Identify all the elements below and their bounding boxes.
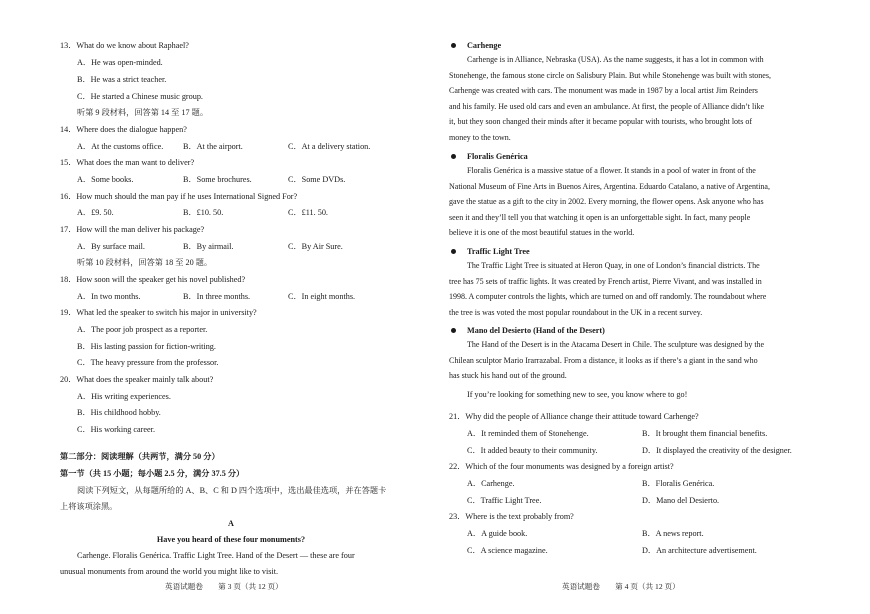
page-footer-right: 英语试题卷 第 4 页（共 12 页） bbox=[562, 582, 680, 591]
q21-option-a: A．It reminded them of Stonehenge. bbox=[467, 429, 589, 438]
q23-stem: 23．Where is the text probably from? bbox=[449, 512, 574, 521]
q21-option-d: D．It displayed the creativity of the designer. bbox=[642, 446, 792, 455]
floralis-line: Floralis Genérica is a massive statue of a flower. It stands in a pool of water in front of the bbox=[467, 166, 756, 175]
q13-option-b: B．He was a strict teacher. bbox=[77, 75, 167, 84]
floralis-line: believe it is one of the most beautiful statues in the world. bbox=[449, 228, 635, 238]
instructions-line1: 阅读下列短文，从每题所给的 A、B、C 和 D 四个选项中，选出最佳选项，并在答题卡 bbox=[77, 486, 387, 495]
listening-note-9: 听第 9 段材料，回答第 14 至 17 题。 bbox=[77, 108, 209, 117]
heading-mano-del-desierto: Mano del Desierto (Hand of the Desert) bbox=[467, 326, 605, 335]
passage-title: Have you heard of these four monuments? bbox=[156, 535, 306, 544]
q20-option-a: A．His writing experiences. bbox=[77, 392, 171, 401]
paragraph-carhenge bbox=[449, 52, 801, 146]
traffic-line: 1998. A computer controls the lights, which are turned on and off randomly. The roundabout where bbox=[449, 292, 767, 302]
q16-option-a: A．£9. 50. bbox=[77, 208, 114, 217]
q14-stem: 14．Where does the dialogue happen? bbox=[60, 125, 187, 134]
intro-line2: unusual monuments from around the world you might like to visit. bbox=[60, 567, 279, 576]
q23-option-a: A．A guide book. bbox=[467, 529, 528, 538]
paragraph-traffic-light-tree bbox=[449, 258, 801, 320]
q14-option-a: A．At the customs office. bbox=[77, 142, 164, 151]
q22-option-b: B．Floralis Genérica. bbox=[642, 479, 715, 488]
q21-stem: 21．Why did the people of Alliance change their attitude toward Carhenge? bbox=[449, 412, 699, 421]
q19-stem: 19．What led the speaker to switch his major in university? bbox=[60, 308, 257, 317]
q18-option-a: A．In two months. bbox=[77, 292, 141, 301]
q22-option-a: A．Carhenge. bbox=[467, 479, 515, 488]
traffic-line: tree has 75 sets of traffic lights. It was created by French artist, Pierre Vivant, and was installed in bbox=[449, 276, 762, 286]
q15-stem: 15．What does the man want to deliver? bbox=[60, 158, 195, 167]
q23-option-b: B．A news report. bbox=[642, 529, 704, 538]
q21-option-b: B．It brought them financial benefits. bbox=[642, 429, 768, 438]
bullet-icon bbox=[451, 249, 456, 254]
traffic-line: The Traffic Light Tree is situated at Heron Quay, in one of London’s financial districts. The bbox=[467, 261, 760, 270]
page-footer-left: 英语试题卷 第 3 页（共 12 页） bbox=[165, 582, 283, 591]
instructions-line2: 上将该项涂黑。 bbox=[60, 502, 118, 511]
paragraph-floralis bbox=[449, 163, 801, 241]
carhenge-line: money to the town. bbox=[449, 132, 511, 142]
floralis-line: seen it and they’ll tell you that watching it open is an unforgettable sight. In fact, many people bbox=[449, 212, 751, 222]
q16-stem: 16．How much should the man pay if he uses International Signed For? bbox=[60, 192, 298, 201]
floralis-line: National Museum of Fine Arts in Buenos Aires, Argentina. Eduardo Catalano, a native of Argentina, bbox=[449, 181, 770, 191]
q15-option-c: C．Some DVDs. bbox=[288, 175, 346, 184]
q22-option-d: D．Mano del Desierto. bbox=[642, 496, 720, 505]
q16-option-b: B．£10. 50. bbox=[183, 208, 224, 217]
carhenge-line: Carhenge is in Alliance, Nebraska (USA). As the name suggests, it has a lot in common with bbox=[467, 55, 764, 64]
q17-option-b: B．By airmail. bbox=[183, 242, 234, 251]
q23-option-c: C．A science magazine. bbox=[467, 546, 548, 555]
q19-option-c: C．The heavy pressure from the professor. bbox=[77, 358, 219, 367]
passage-letter: A bbox=[228, 519, 234, 528]
q20-stem: 20．What does the speaker mainly talk about? bbox=[60, 375, 214, 384]
section1-heading: 第一节（共 15 小题；每小题 2.5 分，满分 37.5 分） bbox=[60, 469, 245, 478]
mano-line: has stuck his hand out of the ground. bbox=[449, 371, 567, 381]
q20-option-c: C．His working career. bbox=[77, 425, 155, 434]
q13-option-a: A．He was open-minded. bbox=[77, 58, 163, 67]
carhenge-line: it, but they soon changed their minds after it became popular with tourists, who brought lots of bbox=[449, 117, 753, 127]
q20-option-b: B．His childhood hobby. bbox=[77, 408, 161, 417]
q14-option-c: C．At a delivery station. bbox=[288, 142, 371, 151]
q18-option-b: B．In three months. bbox=[183, 292, 251, 301]
bullet-icon bbox=[451, 154, 456, 159]
carhenge-line: Stonehenge, the famous stone circle on Salisbury Plain. But while Stonehenge was built with stones, bbox=[449, 70, 771, 80]
q19-option-a: A．The poor job prospect as a reporter. bbox=[77, 325, 208, 334]
heading-carhenge: Carhenge bbox=[467, 41, 502, 50]
q18-stem: 18．How soon will the speaker get his novel published? bbox=[60, 275, 246, 284]
q22-stem: 22．Which of the four monuments was designed by a foreign artist? bbox=[449, 462, 674, 471]
mano-line: Chilean sculptor Mario Irarrazabal. From a distance, it looks as if there’s a giant in the sand who bbox=[449, 355, 758, 365]
q17-stem: 17．How will the man deliver his package? bbox=[60, 225, 205, 234]
q15-option-b: B．Some brochures. bbox=[183, 175, 252, 184]
q16-option-c: C．£11. 50. bbox=[288, 208, 328, 217]
q17-option-a: A．By surface mail. bbox=[77, 242, 145, 251]
q22-option-c: C．Traffic Light Tree. bbox=[467, 496, 542, 505]
q18-option-c: C．In eight months. bbox=[288, 292, 356, 301]
bullet-icon bbox=[451, 328, 456, 333]
paragraph-mano-del-desierto bbox=[449, 337, 801, 384]
q19-option-b: B．His lasting passion for fiction-writing. bbox=[77, 342, 216, 351]
part2-heading: 第二部分：阅读理解（共两节，满分 50 分） bbox=[60, 452, 220, 461]
q23-option-d: D．An architecture advertisement. bbox=[642, 546, 757, 555]
q17-option-c: C．By Air Sure. bbox=[288, 242, 343, 251]
heading-floralis: Floralis Genérica bbox=[467, 152, 528, 161]
mano-line: The Hand of the Desert is in the Atacama Desert in Chile. The sculpture was designed by the bbox=[467, 340, 765, 349]
bullet-icon bbox=[451, 43, 456, 48]
floralis-line: gave the statue as a gift to the city in 2002. Every morning, the flower opens. Ask anyone who has bbox=[449, 197, 764, 207]
carhenge-line: and his family. He used old cars and even an ambulance. At first, the people of Alliance didn’t like bbox=[449, 101, 765, 111]
listening-note-10: 听第 10 段材料，回答第 18 至 20 题。 bbox=[77, 258, 213, 267]
q14-option-b: B．At the airport. bbox=[183, 142, 243, 151]
q15-option-a: A．Some books. bbox=[77, 175, 134, 184]
closing-line: If you’re looking for something new to see, you know where to go! bbox=[467, 390, 688, 399]
heading-traffic-light-tree: Traffic Light Tree bbox=[467, 247, 530, 256]
q13-stem: 13．What do we know about Raphael? bbox=[60, 41, 189, 50]
intro-line1: Carhenge. Floralis Genérica. Traffic Light Tree. Hand of the Desert — these are four bbox=[77, 551, 355, 560]
traffic-line: the tree is was voted the most popular roundabout in the UK in a recent survey. bbox=[449, 307, 703, 317]
q21-option-c: C．It added beauty to their community. bbox=[467, 446, 598, 455]
carhenge-line: Carhenge was created with cars. The monument was made in 1987 by a local artist Jim Reinders bbox=[449, 86, 758, 96]
q13-option-c: C．He started a Chinese music group. bbox=[77, 92, 203, 101]
